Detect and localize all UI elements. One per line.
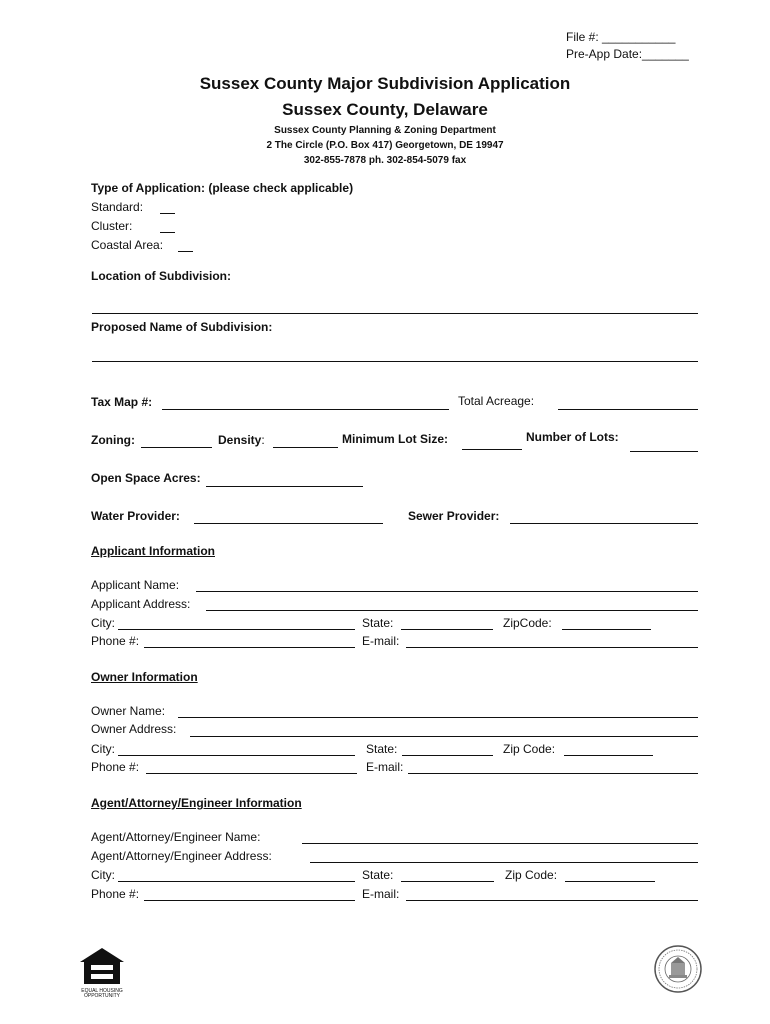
sewer-provider-field[interactable] — [510, 523, 698, 524]
owner-phone-field[interactable] — [146, 773, 357, 774]
standard-checkbox[interactable] — [160, 213, 175, 214]
proposed-name-label: Proposed Name of Subdivision: — [91, 320, 273, 334]
zoning-label: Zoning: — [91, 433, 135, 447]
tax-map-field[interactable] — [162, 409, 449, 410]
equal-housing-icon — [78, 946, 126, 998]
applicant-email-field[interactable] — [406, 647, 698, 648]
min-lot-size-label: Minimum Lot Size: — [342, 432, 448, 446]
owner-name-field[interactable] — [178, 717, 698, 718]
sewer-provider-label: Sewer Provider: — [408, 509, 500, 523]
applicant-name-label: Applicant Name: — [91, 578, 180, 592]
page-subtitle: Sussex County, Delaware — [282, 100, 488, 119]
applicant-state-label: State: — [362, 616, 394, 630]
preapp-date-label: Pre-App Date:_______ — [566, 47, 689, 61]
file-number-label: File #: ___________ — [566, 30, 676, 44]
owner-email-field[interactable] — [408, 773, 698, 774]
applicant-name-field[interactable] — [196, 591, 698, 592]
agent-email-label: E-mail: — [362, 887, 400, 901]
tax-map-label: Tax Map #: — [91, 395, 153, 409]
number-of-lots-field[interactable] — [630, 451, 698, 452]
location-field[interactable] — [92, 313, 698, 314]
page-title: Sussex County Major Subdivision Application — [199, 74, 571, 93]
water-provider-label: Water Provider: — [91, 509, 180, 523]
zoning-field[interactable] — [141, 447, 212, 448]
applicant-zip-label: ZipCode: — [503, 616, 552, 630]
department-contact: 302-855-7878 ph. 302-854-5079 fax — [303, 155, 467, 166]
owner-zip-field[interactable] — [564, 755, 653, 756]
applicant-email-label: E-mail: — [362, 634, 400, 648]
owner-name-label: Owner Name: — [91, 704, 166, 718]
total-acreage-label: Total Acreage: — [458, 394, 535, 408]
owner-address-field[interactable] — [190, 736, 698, 737]
density-field[interactable] — [273, 447, 338, 448]
owner-zip-label: Zip Code: — [503, 742, 556, 756]
agent-city-label: City: — [91, 868, 115, 882]
applicant-phone-field[interactable] — [144, 647, 355, 648]
density-colon: : — [261, 433, 265, 447]
agent-phone-label: Phone #: — [91, 887, 140, 901]
min-lot-size-field[interactable] — [462, 449, 522, 450]
agent-phone-field[interactable] — [144, 900, 355, 901]
proposed-name-field[interactable] — [92, 361, 698, 362]
standard-label: Standard: — [91, 200, 144, 214]
location-label: Location of Subdivision: — [91, 269, 231, 283]
water-provider-field[interactable] — [194, 523, 383, 524]
number-of-lots-label: Number of Lots: — [526, 430, 619, 444]
coastal-area-checkbox[interactable] — [178, 251, 193, 252]
agent-state-field[interactable] — [401, 881, 494, 882]
owner-email-label: E-mail: — [366, 760, 404, 774]
applicant-zip-field[interactable] — [562, 629, 651, 630]
department-address: 2 The Circle (P.O. Box 417) Georgetown, DE 19947 — [266, 140, 504, 151]
applicant-address-field[interactable] — [206, 610, 698, 611]
owner-city-label: City: — [91, 742, 115, 756]
applicant-city-label: City: — [91, 616, 115, 630]
agent-name-field[interactable] — [302, 843, 698, 844]
cluster-checkbox[interactable] — [160, 232, 175, 233]
agent-address-field[interactable] — [310, 862, 698, 863]
cluster-label: Cluster: — [91, 219, 133, 233]
applicant-city-field[interactable] — [118, 629, 355, 630]
density-label — [218, 433, 265, 447]
agent-zip-label: Zip Code: — [505, 868, 558, 882]
agent-email-field[interactable] — [406, 900, 698, 901]
applicant-phone-label: Phone #: — [91, 634, 140, 648]
owner-state-label: State: — [366, 742, 398, 756]
owner-state-field[interactable] — [402, 755, 493, 756]
agent-city-field[interactable] — [118, 881, 355, 882]
agent-address-label: Agent/Attorney/Engineer Address: — [91, 849, 272, 863]
agent-heading: Agent/Attorney/Engineer Information — [91, 796, 302, 810]
coastal-area-label: Coastal Area: — [91, 238, 164, 252]
open-space-label: Open Space Acres: — [91, 471, 201, 485]
total-acreage-field[interactable] — [558, 409, 698, 410]
agent-name-label: Agent/Attorney/Engineer Name: — [91, 830, 261, 844]
department-name: Sussex County Planning & Zoning Department — [274, 125, 496, 136]
owner-phone-label: Phone #: — [91, 760, 140, 774]
applicant-state-field[interactable] — [401, 629, 493, 630]
agent-state-label: State: — [362, 868, 394, 882]
owner-city-field[interactable] — [118, 755, 355, 756]
owner-heading: Owner Information — [91, 670, 198, 684]
open-space-field[interactable] — [206, 486, 363, 487]
applicant-address-label: Applicant Address: — [91, 597, 191, 611]
owner-address-label: Owner Address: — [91, 722, 177, 736]
county-seal-icon — [653, 944, 703, 994]
density-text: Density — [218, 433, 262, 447]
equal-housing-text: EQUAL HOUSING OPPORTUNITY — [81, 988, 123, 999]
applicant-heading: Applicant Information — [91, 544, 215, 558]
agent-zip-field[interactable] — [565, 881, 655, 882]
application-type-heading: Type of Application: (please check applicable) — [91, 181, 354, 195]
